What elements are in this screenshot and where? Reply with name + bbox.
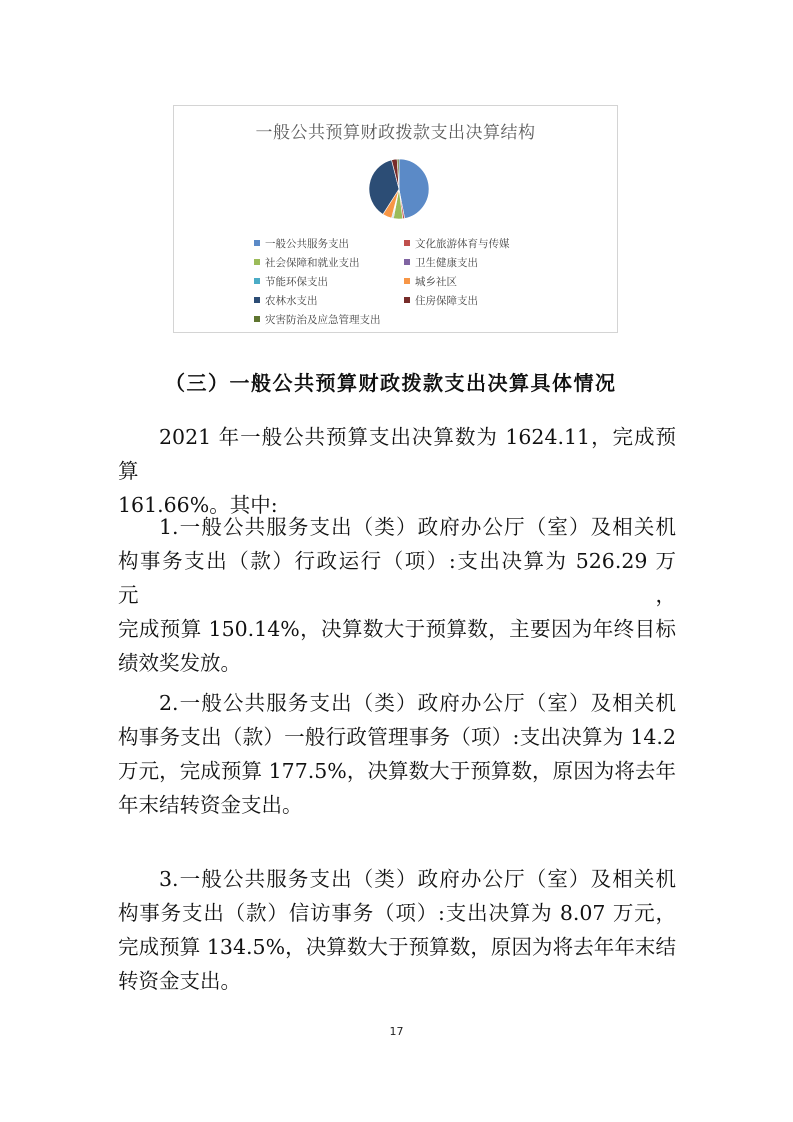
page-number: 17: [389, 1025, 404, 1038]
pie-chart-plot: [367, 157, 431, 221]
legend-item-8: [404, 293, 478, 309]
item-1-line-1: 1.一般公共服务支出（类）政府办公厅（室）及相关机: [159, 515, 676, 539]
legend-swatch: [404, 297, 410, 303]
item-2-line-2: 构事务支出（款）一般行政管理事务（项）:支出决算为 14.2: [118, 725, 676, 749]
legend-swatch: [254, 278, 260, 284]
legend-label: 一般公共服务支出: [265, 238, 349, 250]
legend-item-3: [254, 255, 360, 271]
intro-line-2: 161.66%。其中:: [118, 493, 278, 517]
legend-swatch: [254, 259, 260, 265]
item-1-line-4: 绩效奖发放。: [118, 651, 241, 675]
item-2-line-1: 2.一般公共服务支出（类）政府办公厅（室）及相关机: [159, 691, 676, 715]
item-3-line-2: 构事务支出（款）信访事务（项）:支出决算为 8.07 万元，: [118, 901, 676, 925]
legend-label: 灾害防治及应急管理支出: [265, 314, 381, 326]
legend-item-6: [404, 274, 457, 290]
item-1-line-2: 构事务支出（款）行政运行（项）:支出决算为 526.29 万元，: [118, 549, 676, 607]
item-1-paragraph: [118, 510, 676, 680]
legend-label: 城乡社区: [415, 276, 457, 288]
legend-item-2: [404, 236, 510, 252]
legend-label: 住房保障支出: [415, 295, 478, 307]
legend-label: 文化旅游体育与传媒: [415, 238, 510, 250]
item-2-paragraph: [118, 686, 676, 822]
legend-item-9: [254, 312, 381, 328]
intro-line-1: 2021 年一般公共预算支出决算数为 1624.11，完成预算: [118, 425, 676, 483]
legend-swatch: [404, 240, 410, 246]
item-3-line-3: 完成预算 134.5%，决算数大于预算数，原因为将去年年末结: [118, 935, 676, 959]
item-2-line-4: 年末结转资金支出。: [118, 793, 303, 817]
legend-item-4: [404, 255, 478, 271]
intro-paragraph: [118, 420, 676, 522]
legend-swatch: [254, 297, 260, 303]
item-3-line-1: 3.一般公共服务支出（类）政府办公厅（室）及相关机: [159, 867, 676, 891]
legend-swatch: [254, 316, 260, 322]
legend-swatch: [404, 278, 410, 284]
item-1-line-3: 完成预算 150.14%，决算数大于预算数，主要因为年终目标: [118, 617, 676, 641]
legend-item-7: [254, 293, 318, 309]
pie-chart: [173, 105, 618, 333]
item-3-line-4: 转资金支出。: [118, 969, 241, 993]
item-2-line-3: 万元，完成预算 177.5%，决算数大于预算数，原因为将去年: [118, 759, 676, 783]
pie-slice-1: [399, 159, 429, 218]
legend-swatch: [254, 240, 260, 246]
legend-label: 农林水支出: [265, 295, 318, 307]
legend-item-1: [254, 236, 349, 252]
item-3-paragraph: [118, 862, 676, 998]
legend-label: 社会保障和就业支出: [265, 257, 360, 269]
legend-label: 节能环保支出: [265, 276, 328, 288]
chart-title: 一般公共预算财政拨款支出决算结构: [255, 123, 536, 143]
legend-label: 卫生健康支出: [415, 257, 478, 269]
legend-swatch: [404, 259, 410, 265]
legend-item-5: [254, 274, 328, 290]
section-heading: （三）一般公共预算财政拨款支出决算具体情况: [165, 371, 617, 395]
